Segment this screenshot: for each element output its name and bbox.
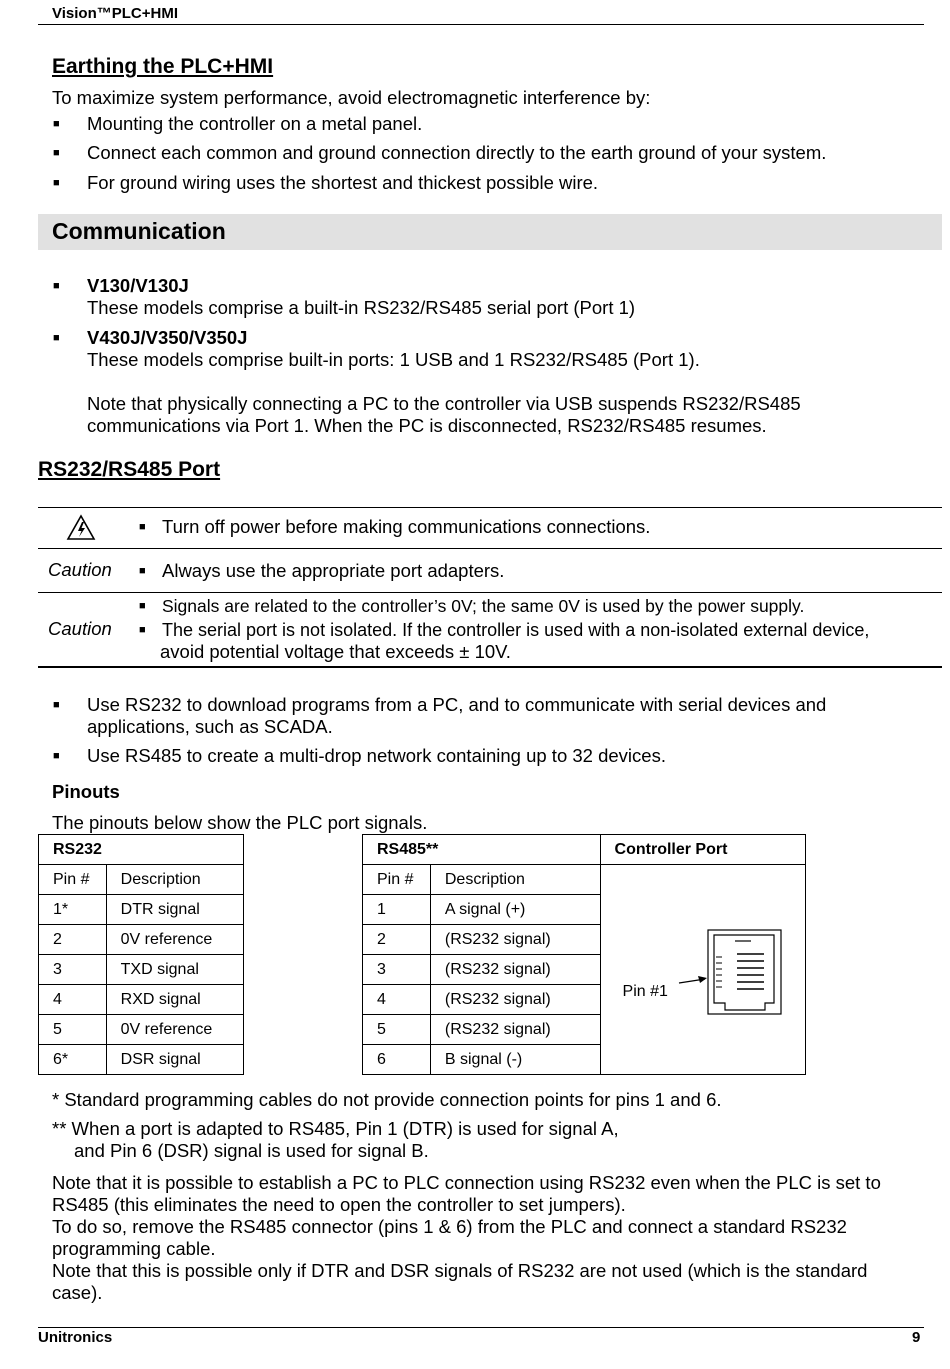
usb-note-line-2: communications via Port 1. When the PC is disconnected, RS232/RS485 resumes. bbox=[87, 415, 767, 436]
rs485-use: Use RS485 to create a multi-drop network containing up to 32 devices. bbox=[87, 745, 666, 766]
bullet-marker: ■ bbox=[53, 177, 60, 189]
rs232-use-line-2: applications, such as SCADA. bbox=[87, 716, 333, 737]
pin-cell: 1* bbox=[39, 895, 107, 925]
column-header: Description bbox=[430, 865, 600, 895]
table-rule bbox=[38, 666, 942, 668]
rj-connector-icon bbox=[667, 921, 787, 1017]
earthing-heading: Earthing the PLC+HMI bbox=[52, 55, 274, 78]
bullet-marker: ■ bbox=[139, 624, 146, 636]
bullet-marker: ■ bbox=[139, 521, 146, 533]
controller-port-title: Controller Port bbox=[600, 835, 805, 865]
bullet-marker: ■ bbox=[53, 147, 60, 159]
description-cell: B signal (-) bbox=[430, 1045, 600, 1075]
description-cell: TXD signal bbox=[106, 955, 243, 985]
pin-cell: 5 bbox=[363, 1015, 431, 1045]
earthing-intro: To maximize system performance, avoid electromagnetic interference by: bbox=[52, 87, 651, 108]
table-rule bbox=[38, 548, 942, 549]
caution-text-2: Always use the appropriate port adapters. bbox=[162, 560, 505, 581]
header-rule bbox=[38, 24, 924, 25]
caution-label: Caution bbox=[48, 559, 112, 580]
model-name-2: V430J/V350/V350J bbox=[87, 327, 248, 348]
final-note-line: programming cable. bbox=[52, 1238, 216, 1259]
warning-lightning-icon bbox=[66, 514, 96, 541]
usb-note-line-1: Note that physically connecting a PC to the controller via USB suspends RS232/RS485 bbox=[87, 393, 801, 414]
footer-company: Unitronics bbox=[38, 1329, 113, 1346]
description-cell: DSR signal bbox=[106, 1045, 243, 1075]
bullet-marker: ■ bbox=[139, 565, 146, 577]
description-cell: (RS232 signal) bbox=[430, 925, 600, 955]
rs232-table-title: RS232 bbox=[39, 835, 244, 865]
pin-cell: 6 bbox=[363, 1045, 431, 1075]
pin-cell: 3 bbox=[39, 955, 107, 985]
description-cell: A signal (+) bbox=[430, 895, 600, 925]
column-header: Pin # bbox=[39, 865, 107, 895]
earthing-bullet-1: Mounting the controller on a metal panel. bbox=[87, 113, 423, 134]
earthing-bullet-3: For ground wiring uses the shortest and thickest possible wire. bbox=[87, 172, 599, 193]
footnote-2-line-2: and Pin 6 (DSR) signal is used for signal B. bbox=[74, 1140, 429, 1161]
rs232-pinout-table bbox=[38, 834, 244, 1075]
description-cell: (RS232 signal) bbox=[430, 985, 600, 1015]
model-desc-2: These models comprise built-in ports: 1 USB and 1 RS232/RS485 (Port 1). bbox=[87, 349, 700, 370]
bullet-marker: ■ bbox=[53, 280, 60, 292]
pinouts-intro: The pinouts below show the PLC port signals. bbox=[52, 812, 428, 833]
rs-port-heading: RS232/RS485 Port bbox=[38, 458, 221, 481]
final-note-line: To do so, remove the RS485 connector (pins 1 & 6) from the PLC and connect a standard RS232 bbox=[52, 1216, 847, 1237]
footnote-2-line-1: ** When a port is adapted to RS485, Pin 1 (DTR) is used for signal A, bbox=[52, 1118, 619, 1139]
bullet-marker: ■ bbox=[53, 118, 60, 130]
table-row bbox=[39, 895, 244, 925]
final-note-line: Note that this is possible only if DTR and DSR signals of RS232 are not used (which is the standard bbox=[52, 1260, 868, 1281]
rs485-table-title: RS485** bbox=[363, 835, 601, 865]
caution-label: Caution bbox=[48, 618, 112, 639]
pin-cell: 2 bbox=[39, 925, 107, 955]
page-number: 9 bbox=[912, 1329, 921, 1346]
description-cell: (RS232 signal) bbox=[430, 1015, 600, 1045]
rs485-pinout-table bbox=[362, 834, 806, 1075]
description-cell: 0V reference bbox=[106, 925, 243, 955]
model-desc-1: These models comprise a built-in RS232/RS485 serial port (Port 1) bbox=[87, 297, 636, 318]
final-note-line: RS485 (this eliminates the need to open the controller to set jumpers). bbox=[52, 1194, 626, 1215]
table-row bbox=[39, 1015, 244, 1045]
description-cell: DTR signal bbox=[106, 895, 243, 925]
table-row bbox=[39, 1045, 244, 1075]
bullet-marker: ■ bbox=[53, 750, 60, 762]
pinouts-heading: Pinouts bbox=[52, 781, 120, 802]
table-row bbox=[39, 925, 244, 955]
caution-text-3c: avoid potential voltage that exceeds ± 10V. bbox=[160, 641, 511, 662]
final-note-line: case). bbox=[52, 1282, 103, 1303]
description-cell: RXD signal bbox=[106, 985, 243, 1015]
description-cell: (RS232 signal) bbox=[430, 955, 600, 985]
footer-rule bbox=[38, 1327, 924, 1328]
running-header-title: Vision™PLC+HMI bbox=[52, 5, 178, 22]
table-rule bbox=[38, 507, 942, 508]
pin-cell: 3 bbox=[363, 955, 431, 985]
table-row bbox=[39, 985, 244, 1015]
pin-cell: 5 bbox=[39, 1015, 107, 1045]
pin-cell: 6* bbox=[39, 1045, 107, 1075]
model-name-1: V130/V130J bbox=[87, 275, 189, 296]
table-row bbox=[39, 955, 244, 985]
final-note-line: Note that it is possible to establish a PC to PLC connection using RS232 even when the PLC is set to bbox=[52, 1172, 881, 1193]
caution-text-1: Turn off power before making communications connections. bbox=[162, 516, 651, 537]
footnote-1: * Standard programming cables do not provide connection points for pins 1 and 6. bbox=[52, 1089, 722, 1110]
pin-cell: 4 bbox=[363, 985, 431, 1015]
caution-table bbox=[38, 507, 942, 668]
table-rule bbox=[38, 592, 942, 593]
earthing-bullet-2: Connect each common and ground connection directly to the earth ground of your system. bbox=[87, 142, 827, 163]
pin-1-label: Pin #1 bbox=[622, 983, 668, 1000]
bullet-marker: ■ bbox=[139, 600, 146, 612]
column-header: Description bbox=[106, 865, 243, 895]
description-cell: 0V reference bbox=[106, 1015, 243, 1045]
bullet-marker: ■ bbox=[53, 699, 60, 711]
controller-port-diagram-cell bbox=[600, 865, 805, 1075]
pin-cell: 1 bbox=[363, 895, 431, 925]
communication-heading: Communication bbox=[52, 218, 226, 244]
rs232-use-line-1: Use RS232 to download programs from a PC, and to communicate with serial devices and bbox=[87, 694, 827, 715]
bullet-marker: ■ bbox=[53, 332, 60, 344]
pin-cell: 2 bbox=[363, 925, 431, 955]
caution-text-3b: The serial port is not isolated. If the controller is used with a non-isolated external device, bbox=[162, 620, 870, 640]
caution-text-3a: Signals are related to the controller’s 0V; the same 0V is used by the power supply. bbox=[162, 596, 805, 616]
pin-cell: 4 bbox=[39, 985, 107, 1015]
column-header: Pin # bbox=[363, 865, 431, 895]
